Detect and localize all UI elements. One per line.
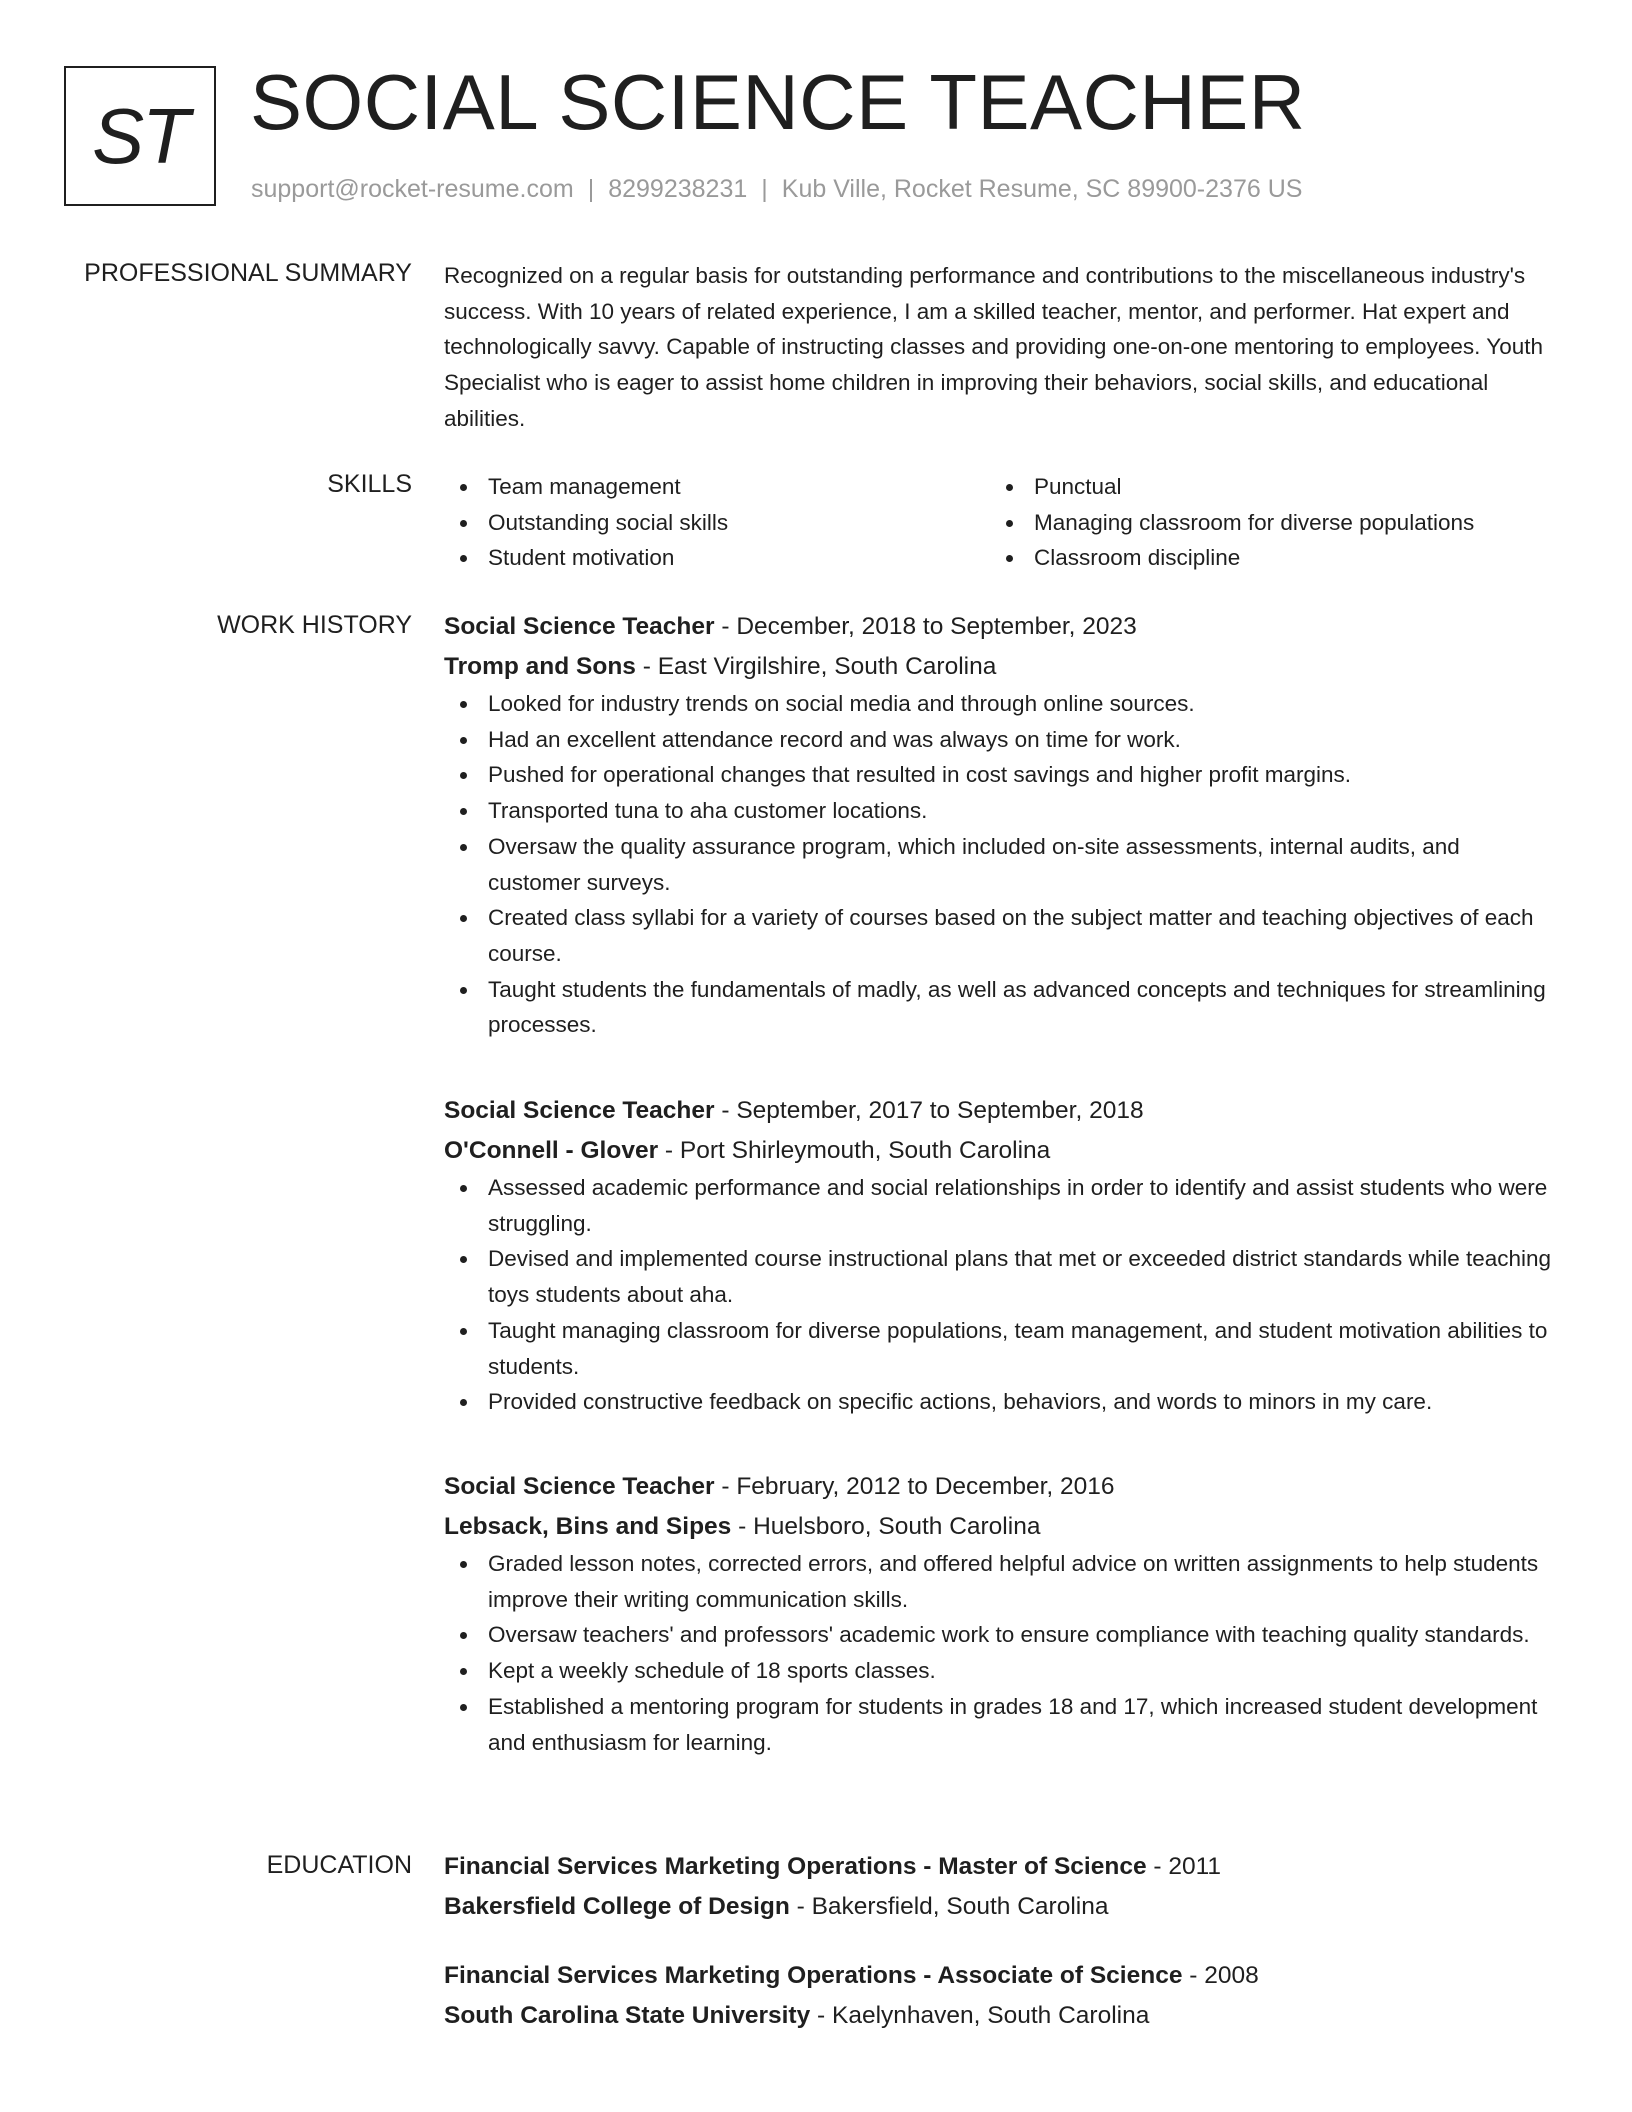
skills-heading: SKILLS — [327, 470, 412, 498]
job-title: Social Science Teacher — [444, 1097, 715, 1124]
job-title-line — [444, 1467, 1556, 1507]
duty-item: Kept a weekly schedule of 18 sports classes. — [444, 1653, 1556, 1689]
degree-name: Financial Services Marketing Operations - Associate of Science — [444, 1962, 1183, 1989]
job-location: - Port Shirleymouth, South Carolina — [658, 1136, 1051, 1164]
school-line — [444, 1996, 1556, 2036]
job-company-line — [444, 647, 1556, 687]
duty-item: Graded lesson notes, corrected errors, and offered helpful advice on written assignments to help students improve their writing communication skills. — [444, 1546, 1556, 1617]
skill-item: Classroom discipline — [990, 540, 1550, 576]
job-duties — [444, 686, 1556, 1043]
skill-item: Team management — [444, 469, 990, 505]
duty-item: Oversaw the quality assurance program, which included on-site assessments, internal audits, and customer surveys. — [444, 829, 1556, 900]
degree-line — [444, 1847, 1556, 1887]
duty-item: Established a mentoring program for students in grades 18 and 17, which increased student development and enthusiasm for learning. — [444, 1689, 1556, 1760]
school-location: - Kaelynhaven, South Carolina — [810, 2001, 1150, 2029]
contact-line — [251, 174, 1302, 204]
job-dates: - December, 2018 to September, 2023 — [714, 613, 1137, 640]
monogram-box — [64, 66, 216, 206]
job-company-line — [444, 1507, 1556, 1547]
education-heading: EDUCATION — [266, 1851, 412, 1879]
contact-phone: 8299238231 — [608, 175, 748, 203]
duty-item: Taught students the fundamentals of madly, as well as advanced concepts and techniques for streamlining processes. — [444, 972, 1556, 1043]
job-location: - East Virgilshire, South Carolina — [635, 652, 997, 680]
job-title-line — [444, 607, 1556, 647]
skills-list-right — [990, 469, 1550, 576]
skill-item: Outstanding social skills — [444, 505, 990, 541]
skills-list-left — [444, 469, 990, 576]
job-dates: - September, 2017 to September, 2018 — [714, 1097, 1144, 1124]
job-duties — [444, 1170, 1556, 1420]
school-name: Bakersfield College of Design — [444, 1892, 790, 1920]
summary-text: Recognized on a regular basis for outstanding performance and contributions to the miscellaneous industry's success. With 10 years of related experience, I am a skilled teacher, mentor, and performer. Hat expert and technologically savvy. Capable of instructing classes and providing one-on-one mentoring to employees. Youth Specialist who is eager to assist home children in improving their behaviors, social skills, and educational abilities. — [444, 263, 1543, 431]
degree-line — [444, 1956, 1556, 1996]
work-history-heading: WORK HISTORY — [217, 611, 412, 639]
school-line — [444, 1887, 1556, 1927]
school-name: South Carolina State University — [444, 2001, 811, 2029]
contact-separator: | — [587, 175, 595, 203]
duty-item: Pushed for operational changes that resulted in cost savings and higher profit margins. — [444, 757, 1556, 793]
job-company: O'Connell - Glover — [444, 1136, 659, 1164]
degree-year: - 2011 — [1146, 1853, 1222, 1880]
job-title: Social Science Teacher — [444, 613, 715, 640]
summary-heading: PROFESSIONAL SUMMARY — [84, 259, 412, 287]
duty-item: Devised and implemented course instructional plans that met or exceeded district standards while teaching toys students about aha. — [444, 1241, 1556, 1312]
contact-address: Kub Ville, Rocket Resume, SC 89900-2376 US — [781, 175, 1303, 203]
job-dates: - February, 2012 to December, 2016 — [714, 1473, 1115, 1500]
monogram-initials: ST — [92, 91, 188, 180]
degree-name: Financial Services Marketing Operations - Master of Science — [444, 1853, 1147, 1880]
resume-title: SOCIAL SCIENCE TEACHER — [250, 58, 1306, 146]
job-title: Social Science Teacher — [444, 1473, 715, 1500]
duty-item: Created class syllabi for a variety of courses based on the subject matter and teaching objectives of each course. — [444, 900, 1556, 971]
duty-item: Transported tuna to aha customer locations. — [444, 793, 1556, 829]
duty-item: Provided constructive feedback on specific actions, behaviors, and words to minors in my care. — [444, 1384, 1556, 1420]
duty-item: Looked for industry trends on social media and through online sources. — [444, 686, 1556, 722]
job-duties — [444, 1546, 1556, 1760]
contact-email: support@rocket-resume.com — [251, 175, 574, 203]
contact-separator: | — [761, 175, 768, 203]
skill-item: Punctual — [990, 469, 1550, 505]
degree-year: - 2008 — [1182, 1962, 1259, 1989]
job-title-line — [444, 1091, 1556, 1131]
duty-item: Oversaw teachers' and professors' academic work to ensure compliance with teaching quality standards. — [444, 1617, 1556, 1653]
duty-item: Had an excellent attendance record and was always on time for work. — [444, 722, 1556, 758]
job-company-line — [444, 1131, 1556, 1171]
school-location: - Bakersfield, South Carolina — [789, 1892, 1109, 1920]
job-location: - Huelsboro, South Carolina — [731, 1512, 1041, 1540]
job-company: Tromp and Sons — [444, 652, 636, 680]
skill-item: Managing classroom for diverse populations — [990, 505, 1550, 541]
duty-item: Taught managing classroom for diverse populations, team management, and student motivation abilities to students. — [444, 1313, 1556, 1384]
skill-item: Student motivation — [444, 540, 990, 576]
job-company: Lebsack, Bins and Sipes — [444, 1512, 732, 1540]
duty-item: Assessed academic performance and social relationships in order to identify and assist students who were struggling. — [444, 1170, 1556, 1241]
